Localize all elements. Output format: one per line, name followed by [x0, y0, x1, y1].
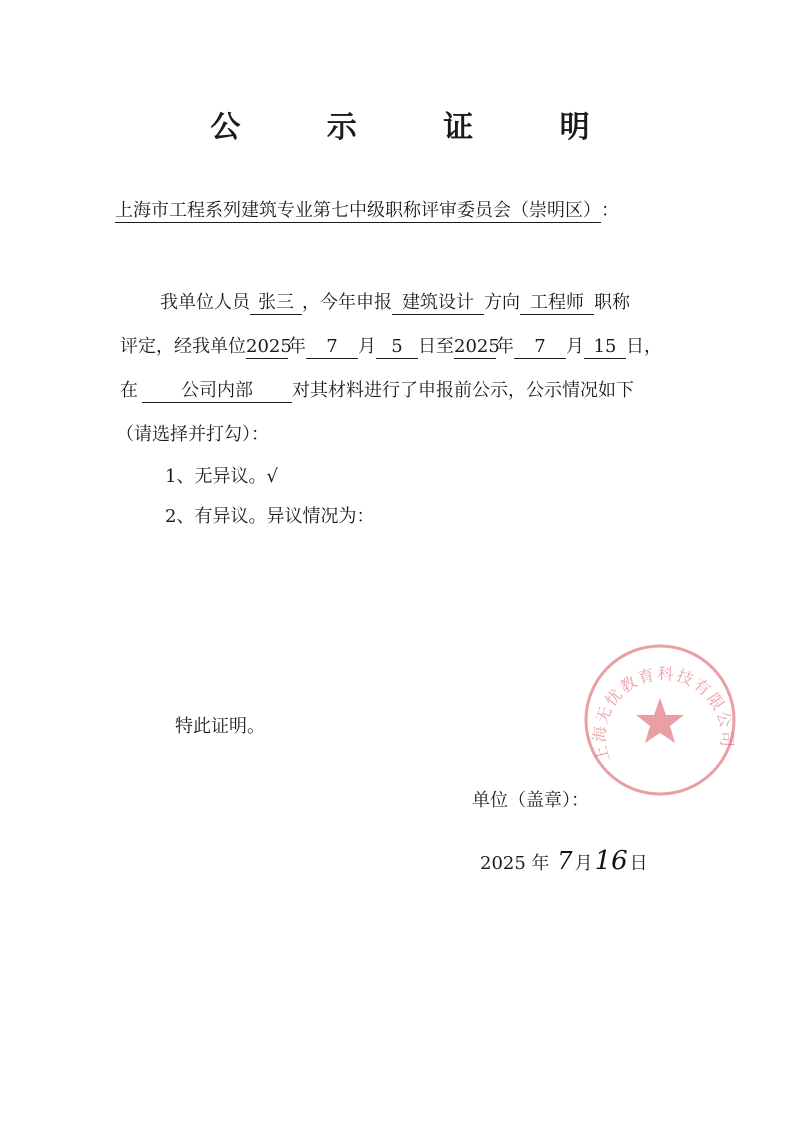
document-title: 公 示 证 明 [210, 110, 628, 145]
start-day: 5 [376, 336, 418, 359]
field-name: 建筑设计 [392, 292, 484, 315]
text-segment: 年 [496, 336, 514, 357]
end-day: 15 [584, 336, 626, 359]
text-segment: 月 [358, 336, 376, 357]
paragraph-line-3 [120, 376, 634, 403]
text-segment: ，今年申报 [302, 292, 392, 313]
text-segment: 日， [626, 336, 662, 357]
option-objection: 2、有异议。异议情况为： [165, 506, 375, 527]
text-segment: 月 [566, 336, 584, 357]
addressee-colon: ： [601, 200, 619, 221]
end-year: 2025 [454, 336, 500, 357]
text-segment: 月 [574, 853, 593, 874]
text-segment: 年 [531, 853, 550, 874]
start-year: 2025 [246, 336, 292, 357]
text-segment: 对其材料进行了申报前公示，公示情况如下 [292, 380, 634, 401]
start-month: 7 [306, 336, 358, 359]
text-segment: 评定，经我单位 [120, 336, 246, 357]
person-name: 张三 [250, 292, 302, 315]
company-seal [580, 640, 740, 800]
text-segment: 年 [288, 336, 306, 357]
title-level: 工程师 [520, 292, 594, 315]
closing-text: 特此证明。 [175, 716, 265, 737]
text-segment: 职称 [594, 292, 630, 313]
paragraph-line-2 [120, 332, 662, 359]
date-month: 7 [557, 847, 573, 875]
addressee-line [115, 196, 619, 223]
date-day: 16 [594, 846, 628, 876]
unit-seal-label: 单位（盖章）： [472, 790, 589, 811]
addressee: 上海市工程系列建筑专业第七中级职称评审委员会（崇明区） [115, 200, 601, 221]
paragraph-line-4: （请选择并打勾）： [116, 424, 269, 445]
publicity-place: 公司内部 [142, 380, 292, 403]
text-segment: 日 [629, 853, 648, 874]
signing-date [480, 846, 648, 876]
option-no-objection: 1、无异议。√ [165, 466, 278, 487]
text-segment: 我单位人员 [160, 292, 250, 313]
text-segment: 方向 [484, 292, 520, 313]
text-segment: 在 [120, 380, 138, 401]
paragraph-line-1 [160, 288, 630, 315]
text-segment: 日至 [418, 336, 454, 357]
end-month: 7 [514, 336, 566, 359]
date-year: 2025 [480, 853, 526, 874]
svg-text:上海无忧教育科技有限公司: 上海无忧教育科技有限公司 [589, 663, 737, 764]
